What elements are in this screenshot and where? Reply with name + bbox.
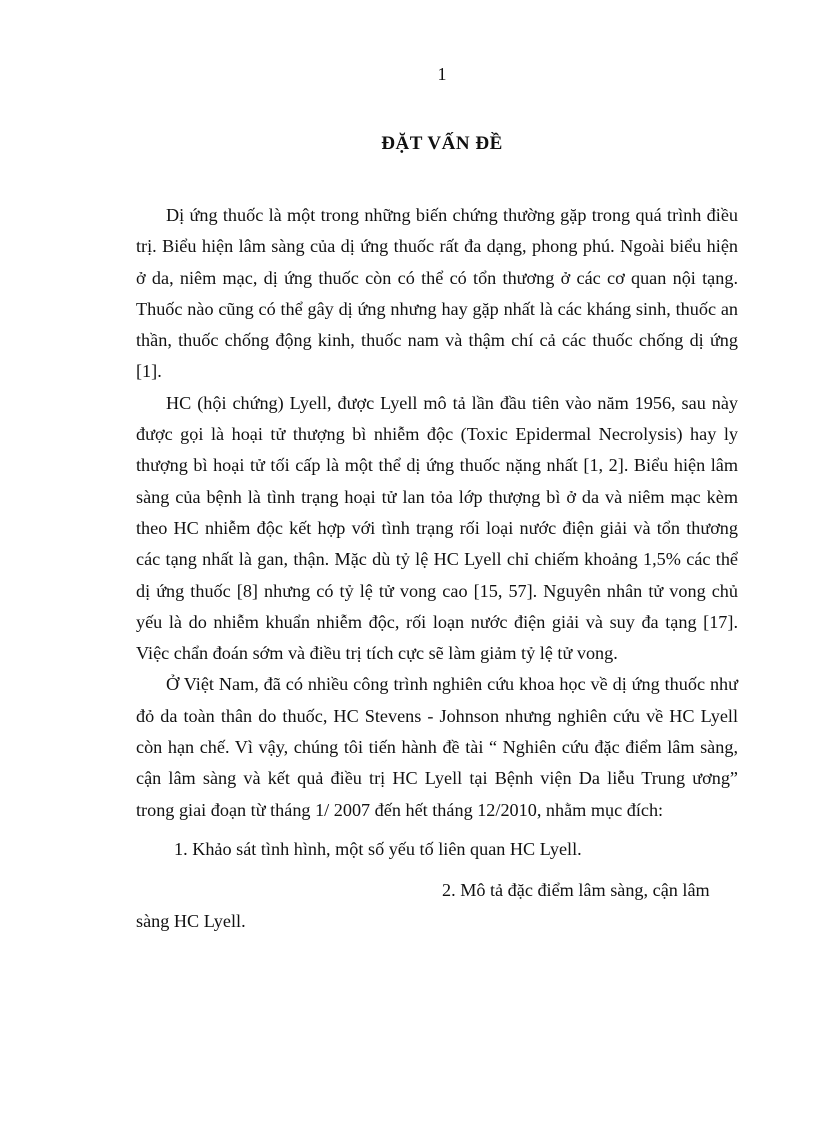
page-title: ĐẶT VẤN ĐỀ [381, 133, 503, 154]
page-number: 1 [437, 64, 447, 84]
paragraph-vietnam-study: Ở Việt Nam, đã có nhiều công trình nghiên cứu khoa học về dị ứng thuốc như đỏ da toàn thân do thuốc, HC Stevens - Johnson nhưng nghiên cứu về HC Lyell còn hạn chế. Vì vậy, chúng tôi tiến hành đề tài “ Nghiên cứu đặc điểm lâm sàng, cận lâm sàng và kết quả điều trị HC Lyell tại Bệnh viện Da liễu Trung ương” trong giai đoạn từ tháng 1/ 2007 đến hết tháng 12/2010, nhằm mục đích: [136, 674, 738, 820]
paragraph-lyell-definition: HC (hội chứng) Lyell, được Lyell mô tả lần đầu tiên vào năm 1956, sau này được gọi là hoại tử thượng bì nhiễm độc (Toxic Epidermal Necrolysis) hay ly thượng bì hoại tử tối cấp là một thể dị ứng thuốc nặng nhất [1, 2]. Biểu hiện lâm sàng của bệnh là tình trạng hoại tử lan tỏa lớp thượng bì ở da và niêm mạc kèm theo HC nhiễm độc kết hợp với tình trạng rối loại nước điện giải và tổn thương các tạng nhất là gan, thận. Mặc dù tỷ lệ HC Lyell chỉ chiếm khoảng 1,5% các thể dị ứng thuốc [8] nhưng có tỷ lệ tử vong cao [15, 57]. Nguyên nhân tử vong chủ yếu là do nhiễm khuẩn nhiễm độc, rối loạn nước điện giải và suy đa tạng [17]. Việc chẩn đoán sớm và điều trị tích cực sẽ làm giảm tỷ lệ tử vong. [136, 392, 738, 664]
paragraph-intro: Dị ứng thuốc là một trong những biến chứng thường gặp trong quá trình điều trị. Biểu hiện lâm sàng của dị ứng thuốc rất đa dạng, phong phú. Ngoài biểu hiện ở da, niêm mạc, dị ứng thuốc còn có thể có tổn thương ở các cơ quan nội tạng. Thuốc nào cũng có thể gây dị ứng nhưng hay gặp nhất là các kháng sinh, thuốc an thần, thuốc chống động kinh, thuốc nam và thậm chí cả các thuốc chống dị ứng [1]. [136, 205, 738, 382]
objective-item-1: 1. Khảo sát tình hình, một số yếu tố liên quan HC Lyell. [174, 838, 582, 859]
objective-item-2: 2. Mô tả đặc điểm lâm sàng, cận lâm sàng HC Lyell. [136, 879, 710, 931]
document-body [136, 200, 738, 937]
